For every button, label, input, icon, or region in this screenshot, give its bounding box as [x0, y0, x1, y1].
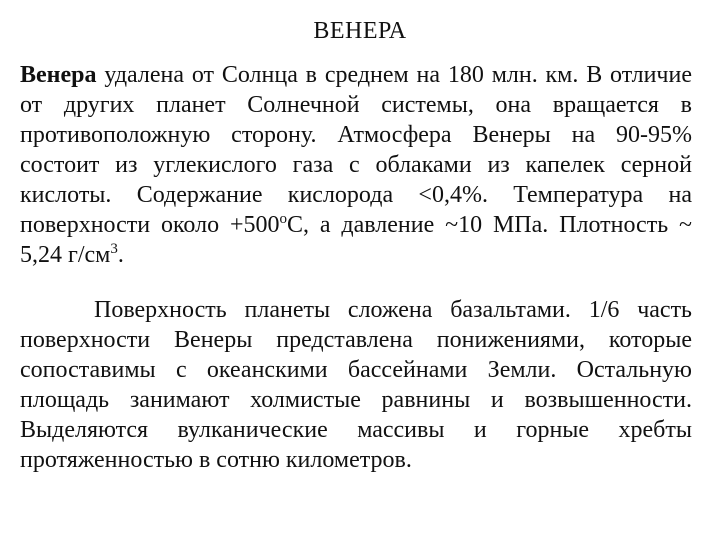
paragraph-venus-overview: [20, 60, 692, 270]
bold-lead-word: Венера: [20, 62, 97, 88]
paragraph-venus-surface: Поверхность планеты сложена базальтами. 1/6 часть поверхности Венеры представлена понижениями, которые сопоставимы с океанскими бассейнами Земли. Остальную площадь занимают холмистые равнины и возвышенности. Выделяются вулканические массивы и горные хребты протяженностью в сотню километров.: [20, 297, 692, 473]
page-title: ВЕНЕРА: [313, 18, 407, 44]
degree-superscript: о: [279, 211, 287, 227]
paragraph-text-part-c: .: [117, 242, 124, 268]
cube-superscript: 3: [110, 241, 118, 257]
paragraph-text-part-b: С, а давление ~10 МПа. Плотность ~ 5,24 г/см: [20, 212, 692, 268]
paragraph-text-part-a: удалена от Солнца в среднем на 180 млн. км. В отличие от других планет Солнечной системы, она вращается в противоположную сторону. Атмосфера Венеры на 90-95% состоит из углекислого газа с облаками из капелек серной кислоты. Содержание кислорода <0,4%. Температура на поверхности около +500: [20, 62, 692, 238]
